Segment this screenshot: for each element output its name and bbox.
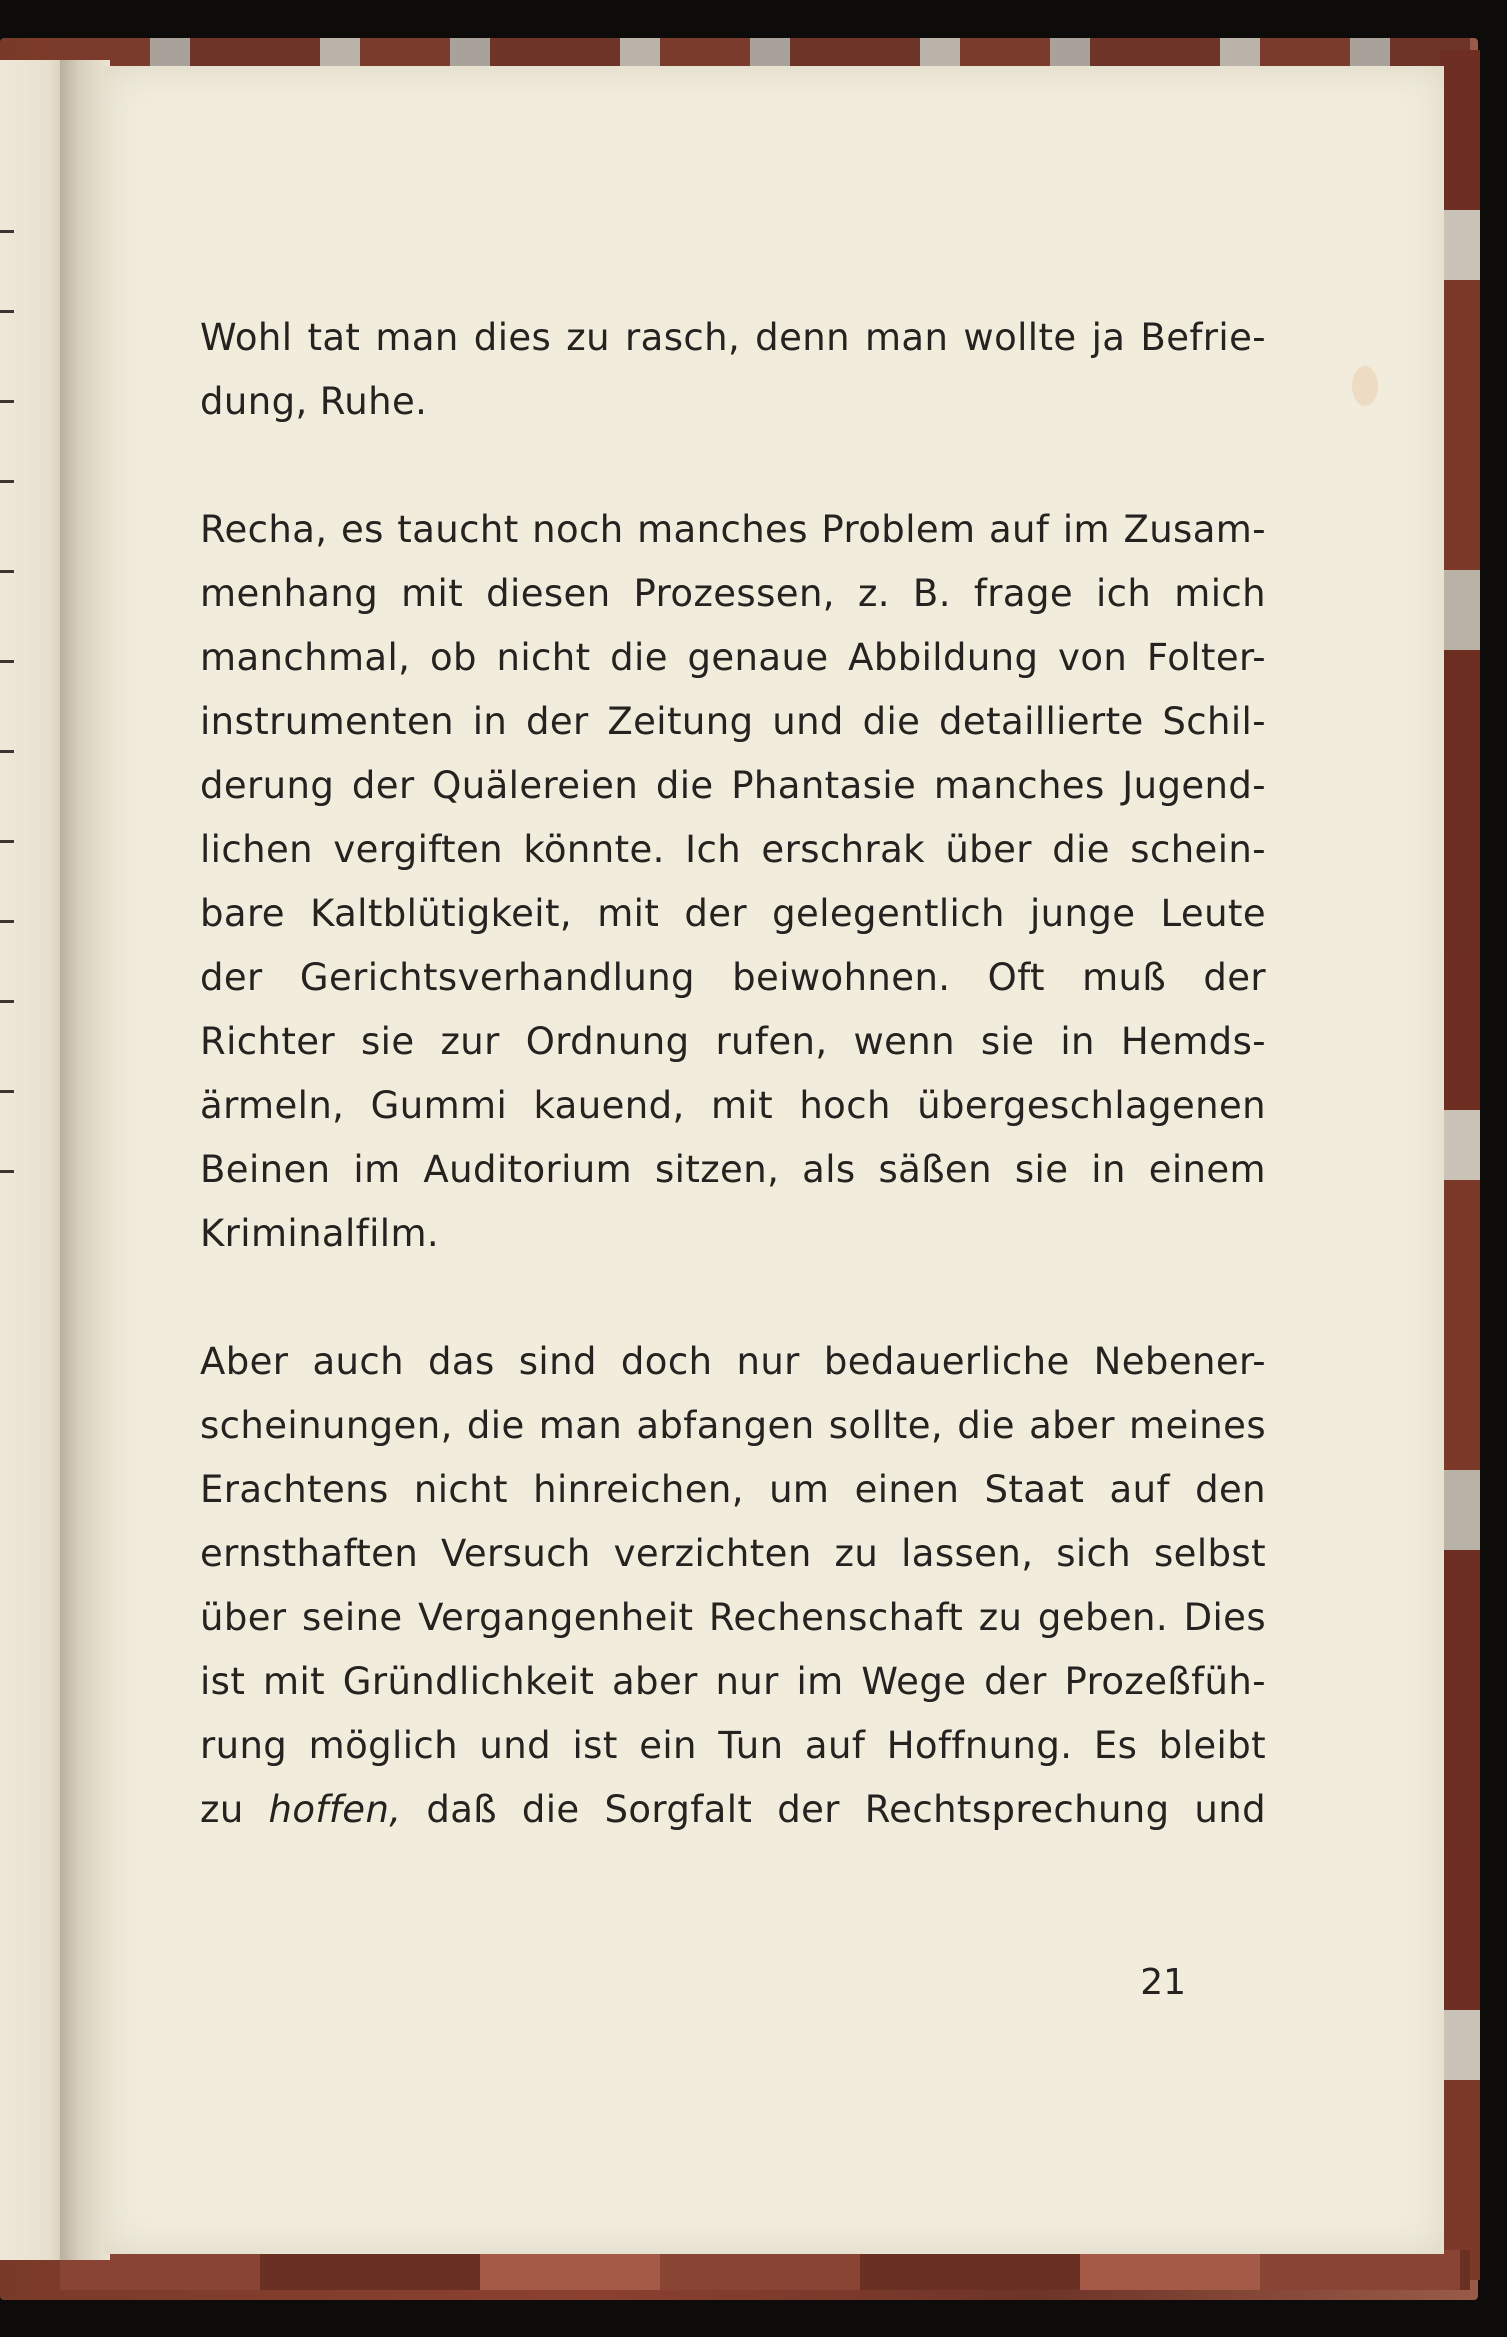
paragraph-1 [200,306,1266,434]
text-line: ernsthaften Versuch verzichten zu lassen, sich selbst [200,1532,1266,1575]
body-text [200,306,1266,1906]
text-line: über seine Vergangenheit Rechenschaft zu geben. Dies [200,1596,1266,1639]
left-page-text-fragment [0,920,14,923]
emphasized-word: hoffen, [268,1788,402,1831]
text-line: Recha, es taucht noch manches Problem auf im Zusam- [200,508,1266,551]
left-page-text-fragment [0,480,14,483]
left-page-text-fragment [0,570,14,573]
text-line: scheinungen, die man abfangen sollte, die aber meines [200,1404,1266,1447]
text-line: instrumenten in der Zeitung und die detaillierte Schil- [200,700,1266,743]
left-page-text-fragment [0,400,14,403]
book-page [104,66,1444,2254]
text-run: zu [200,1788,269,1831]
text-line: menhang mit diesen Prozessen, z. B. frage ich mich [200,572,1266,615]
page-gutter [60,60,110,2260]
text-line: rung möglich und ist ein Tun auf Hoffnung. Es bleibt [200,1724,1266,1767]
left-page-text-fragment [0,840,14,843]
left-page-text-fragment [0,1000,14,1003]
paragraph-2 [200,498,1266,1266]
text-line: Richter sie zur Ordnung rufen, wenn sie in Hemds- [200,1020,1266,1063]
text-line: lichen vergiften könnte. Ich erschrak über die schein- [200,828,1266,871]
left-page-text-fragment [0,660,14,663]
text-line: bare Kaltblütigkeit, mit der gelegentlich junge Leute [200,892,1266,935]
text-line: Aber auch das sind doch nur bedauerliche Nebener- [200,1340,1266,1383]
cover-right-edge [1440,50,1480,2280]
paper-stain [1352,366,1378,406]
text-line-final [200,1778,1266,1842]
paragraph-3 [200,1330,1266,1842]
text-line: Beinen im Auditorium sitzen, als säßen sie in einem [200,1148,1266,1191]
text-line: Wohl tat man dies zu rasch, denn man wollte ja Befrie- [200,316,1266,359]
left-page-text-fragment [0,1170,14,1173]
text-line: derung der Quälereien die Phantasie manches Jugend- [200,764,1266,807]
text-line: ist mit Gründlichkeit aber nur im Wege der Prozeßfüh- [200,1660,1266,1703]
text-line: dung, Ruhe. [200,380,428,423]
text-line: manchmal, ob nicht die genaue Abbildung von Folter- [200,636,1266,679]
text-line: Erachtens nicht hinreichen, um einen Staat auf den [200,1468,1266,1511]
left-page-text-fragment [0,1090,14,1093]
cover-bottom-edge [60,2250,1470,2290]
left-page-text-fragment [0,750,14,753]
text-line: Kriminalfilm. [200,1212,440,1255]
page-number: 21 [1140,1962,1186,2003]
text-run: daß die Sorgfalt der Rechtsprechung und [401,1788,1266,1831]
left-page-text-fragment [0,310,14,313]
left-page-text-fragment [0,230,14,233]
text-line: der Gerichtsverhandlung beiwohnen. Oft muß der [200,956,1266,999]
text-line: ärmeln, Gummi kauend, mit hoch übergeschlagenen [200,1084,1266,1127]
